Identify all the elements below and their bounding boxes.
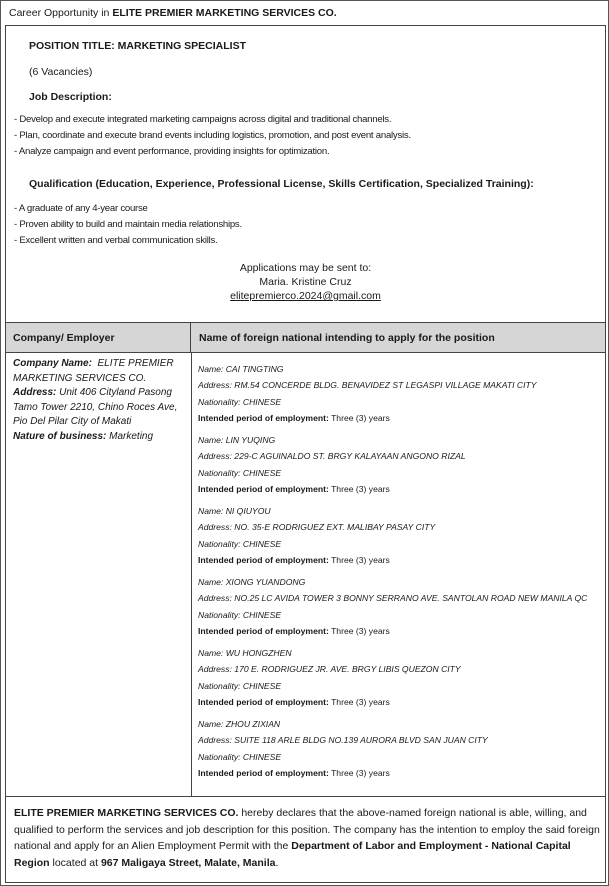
national-name: Name: ZHOU ZIXIAN xyxy=(198,719,281,729)
application-contact xyxy=(6,261,605,303)
national-name: Name: LIN YUQING xyxy=(198,435,276,445)
header-prefix: Career Opportunity in xyxy=(9,7,110,19)
employment-period xyxy=(198,765,488,781)
list-item: - A graduate of any 4-year course xyxy=(14,203,148,214)
period-value: Three (3) years xyxy=(331,412,390,423)
national-nationality: Nationality: CHINESE xyxy=(198,396,282,407)
page-header xyxy=(9,7,337,19)
period-label: Intended period of employment: xyxy=(198,625,329,636)
job-description-list xyxy=(14,112,411,160)
column-header-employer: Company/ Employer xyxy=(6,323,191,353)
list-item: - Develop and execute integrated marketing campaigns across digital and traditional channels. xyxy=(14,114,392,125)
national-name: Name: XIONG YUANDONG xyxy=(198,577,306,587)
company-name-value: ELITE PREMIER MARKETING SERVICES CO. xyxy=(13,358,174,384)
period-value: Three (3) years xyxy=(331,483,390,494)
qualification-heading: Qualification (Education, Experience, Professional License, Skills Certification, Specialized Training): xyxy=(29,178,534,190)
employment-period xyxy=(198,694,461,710)
national-address: Address: 229-C AGUINALDO ST. BRGY KALAYAAN ANGONO RIZAL xyxy=(198,451,466,462)
national-nationality: Nationality: CHINESE xyxy=(198,467,282,478)
apply-line: Applications may be sent to: xyxy=(239,262,372,274)
employment-table xyxy=(6,323,605,796)
business-value: Marketing xyxy=(109,430,154,442)
declaration-text: . xyxy=(275,856,279,869)
declaration-text: hereby declares that the above-named foreign national is able, willing, and qualified to perform the services and job description for this position. The company has the intention to employ the said foreign national and apply for an Alien Employment Permit with the xyxy=(14,807,600,852)
national-name: Name: WU HONGZHEN xyxy=(198,648,292,658)
national-address: Address: SUITE 118 ARLE BLDG NO.139 AURORA BLVD SAN JUAN CITY xyxy=(198,735,488,746)
ad-frame xyxy=(5,25,606,883)
list-item: - Proven ability to build and maintain media relationships. xyxy=(14,219,242,230)
vacancies: (6 Vacancies) xyxy=(29,66,93,78)
period-label: Intended period of employment: xyxy=(198,554,329,565)
employment-period xyxy=(198,410,536,426)
national-address: Address: RM.54 CONCERDE BLDG. BENAVIDEZ ST LEGASPI VILLAGE MAKATI CITY xyxy=(198,380,537,391)
national-nationality: Nationality: CHINESE xyxy=(198,538,282,549)
contact-email-link[interactable]: elitepremierco.2024@gmail.com xyxy=(230,290,381,302)
foreign-national-entry xyxy=(198,716,488,781)
foreign-national-entry xyxy=(198,361,536,426)
period-value: Three (3) years xyxy=(331,554,390,565)
declaration-agency: Department of Labor and Employment - National Capital Region xyxy=(14,840,571,869)
period-label: Intended period of employment: xyxy=(198,483,329,494)
national-name: Name: CAI TINGTING xyxy=(198,364,284,374)
list-item: - Excellent written and verbal communication skills. xyxy=(14,235,218,246)
company-name-label: Company Name: xyxy=(13,358,92,369)
employment-period xyxy=(198,623,587,639)
list-item: - Analyze campaign and event performance, providing insights for optimization. xyxy=(14,146,330,157)
national-nationality: Nationality: CHINESE xyxy=(198,609,282,620)
foreign-national-entry xyxy=(198,574,587,639)
column-divider xyxy=(191,353,192,796)
business-label: Nature of business: xyxy=(13,430,107,442)
period-value: Three (3) years xyxy=(331,625,390,636)
national-address: Address: NO.25 LC AVIDA TOWER 3 BONNY SERRANO AVE. SANTOLAN ROAD NEW MANILA QC xyxy=(198,593,588,604)
national-name: Name: NI QIUYOU xyxy=(198,506,271,516)
employment-period xyxy=(198,481,466,497)
foreign-national-entry xyxy=(198,645,461,710)
period-label: Intended period of employment: xyxy=(198,412,329,423)
address-value: Unit 406 Cityland Pasong Tamo Tower 2210, Chino Roces Ave, Pio Del Pilar City of Makati xyxy=(13,387,178,427)
contact-name: Maria. Kristine Cruz xyxy=(259,276,352,288)
column-header-foreign-national: Name of foreign national intending to apply for the position xyxy=(191,323,605,353)
list-item: - Plan, coordinate and execute brand events including logistics, promotion, and post event analysis. xyxy=(14,130,411,141)
national-address: Address: NO. 35-E RODRIGUEZ EXT. MALIBAY PASAY CITY xyxy=(198,522,436,533)
period-value: Three (3) years xyxy=(331,767,390,778)
employer-cell xyxy=(13,357,188,444)
national-nationality: Nationality: CHINESE xyxy=(198,680,282,691)
declaration-location: 967 Maligaya Street, Malate, Manila xyxy=(100,856,276,869)
period-label: Intended period of employment: xyxy=(198,767,329,778)
position-title: POSITION TITLE: MARKETING SPECIALIST xyxy=(29,40,247,52)
foreign-national-entry xyxy=(198,432,466,497)
address-label: Address: xyxy=(13,387,57,398)
section-divider xyxy=(6,796,605,797)
header-company: ELITE PREMIER MARKETING SERVICES CO. xyxy=(112,7,337,19)
foreign-national-entry xyxy=(198,503,435,568)
declaration-paragraph xyxy=(14,805,604,871)
declaration-company: ELITE PREMIER MARKETING SERVICES CO. xyxy=(14,807,239,819)
period-label: Intended period of employment: xyxy=(198,696,329,707)
job-description-heading: Job Description: xyxy=(29,91,112,103)
national-address: Address: 170 E. RODRIGUEZ JR. AVE. BRGY LIBIS QUEZON CITY xyxy=(198,664,461,675)
period-value: Three (3) years xyxy=(331,696,390,707)
qualification-list xyxy=(14,201,242,249)
declaration-text: located at xyxy=(49,856,101,869)
job-section xyxy=(6,26,605,323)
employment-period xyxy=(198,552,435,568)
national-nationality: Nationality: CHINESE xyxy=(198,751,282,762)
